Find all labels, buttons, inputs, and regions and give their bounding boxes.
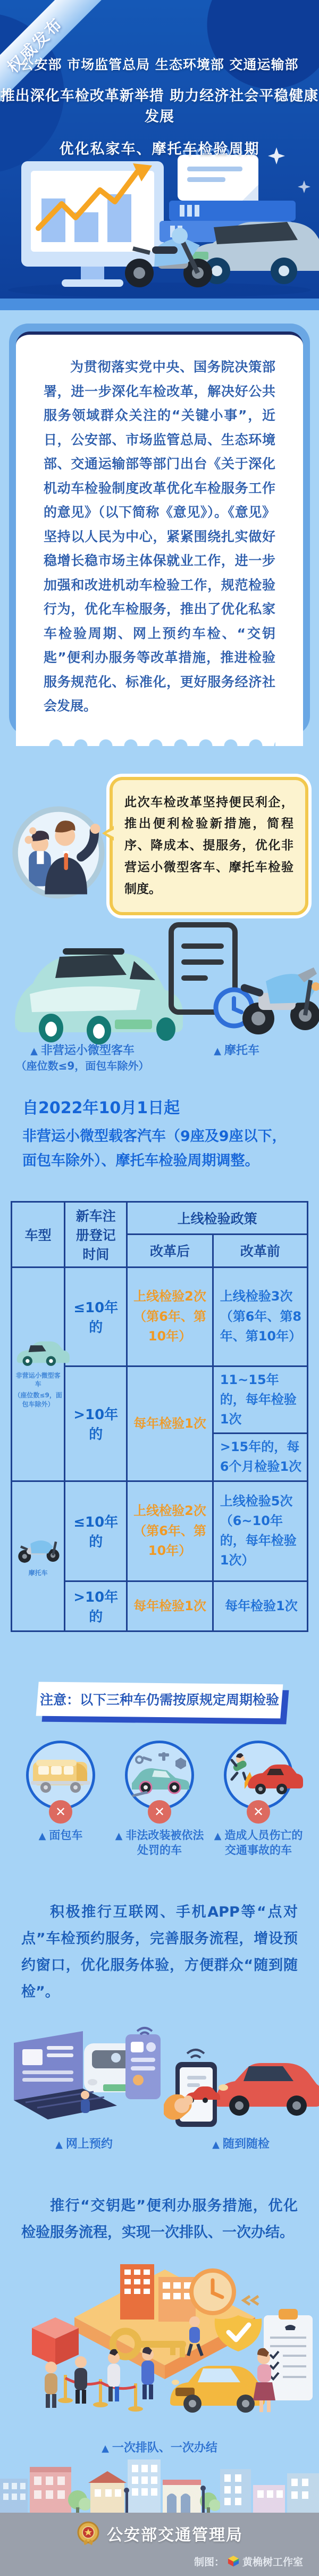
announcement-row: [11, 777, 308, 916]
credit-prefix: 制图：: [194, 2556, 224, 2568]
footer: [0, 2513, 319, 2576]
policy-before-cell: >15年的，每6个月检验1次: [213, 1434, 307, 1481]
exception-label: ▲ 面包车: [38, 1828, 83, 1842]
credit-studio-name: 黄桷树工作室: [242, 2556, 303, 2568]
exception-vehicles: [14, 1741, 305, 1858]
footer-org-line: [0, 2521, 319, 2546]
effective-date-desc: 非营运小微型载客汽车（9座及9座以下，面包车除外）、摩托车检验周期调整。: [22, 1128, 287, 1169]
modified-car-circle: [125, 1741, 194, 1810]
intro-card-panel: [16, 332, 303, 746]
footer-org-name: 公安部交通管理局: [107, 2525, 243, 2545]
hero-illustration: [0, 139, 319, 299]
triangle-marker-icon: ▲: [214, 1830, 222, 1842]
header-subtitle: 优化私家车、摩托车检验周期: [59, 141, 260, 158]
car-type-cell: [12, 1267, 65, 1481]
hero-section: [0, 0, 319, 310]
triangle-marker-icon: ▲: [115, 1830, 123, 1842]
policy-after-cell: 每年检验1次: [127, 1581, 213, 1631]
reg-age-cell: ≤10年的: [65, 1267, 127, 1366]
key-service-paragraph: 推行“交钥匙”便利办服务措施，优化检验服务流程，实现一次排队、一次办结。: [21, 2198, 298, 2241]
online-booking-label: ▲ 网上预约: [55, 2138, 113, 2151]
col-header-before: 改革前: [213, 1235, 307, 1268]
policy-before-cell: 上线检验3次（第6年、第8年、第10年）: [213, 1267, 307, 1366]
service-illustrations: [4, 2025, 315, 2151]
header-ministries: 公安部 市场监管总局 生态环境部 交通运输部: [20, 57, 299, 72]
speech-bubble-text: 此次车检改革坚持便民利企，推出便利检验新措施，简程序、降成本、提服务，优化非营运小微型客车、摩托车检验制度。: [124, 795, 293, 897]
appointment-paragraph: 积极推行互联网、手机APP等“点对点”车检预约服务，完善服务流程，增设预约窗口，优化服务体验，方便群众“随到随检”。: [21, 1904, 298, 2001]
table-row: [12, 1267, 308, 1366]
intro-card: [16, 332, 303, 746]
ribbon-label: 权威发布: [4, 14, 67, 77]
main-content: [0, 310, 319, 2513]
reg-age-cell: >10年的: [65, 1366, 127, 1481]
instant-check-illustration: [164, 2025, 318, 2128]
exception-item-accident: [212, 1741, 305, 1858]
one-queue-illustration-wrap: [0, 2264, 319, 2455]
policy-after-cell: 每年检验1次: [127, 1366, 213, 1481]
instant-check-label: ▲ 随到随检: [212, 2138, 270, 2151]
header-headline: 推出深化车检改革新举措 助力经济社会平稳健康发展: [0, 88, 319, 125]
table-car-caption-note: （座位数≤9，面包车除外）: [14, 1391, 62, 1408]
vehicle-types-section: [0, 918, 319, 1073]
policy-before-cell: 上线检验5次（6~10年的，每年检验1次）: [213, 1481, 307, 1581]
accident-icon: [228, 1752, 289, 1799]
policy-after-cell: 上线检验2次（第6年、第10年）: [127, 1267, 213, 1366]
motorcycle-icon: [14, 1535, 63, 1564]
online-booking-illustration: [4, 2025, 164, 2128]
col-header-policy: 上线检验政策: [127, 1202, 308, 1235]
police-badge-icon: [76, 2521, 100, 2546]
triangle-marker-icon: ▲: [212, 2139, 220, 2151]
policy-before-cell: 每年检验1次: [213, 1581, 307, 1631]
table-car-caption: 非营运小微型客车: [15, 1371, 61, 1388]
notice-banner: [37, 1683, 282, 1717]
reg-age-cell: ≤10年的: [65, 1481, 127, 1581]
car-caption: [5, 1043, 160, 1073]
exception-label: ▲ 非法改装被依法处罚的车: [115, 1828, 204, 1857]
one-queue-illustration: [0, 2264, 319, 2429]
accident-circle: [224, 1741, 293, 1810]
modified-car-icon: [129, 1752, 190, 1798]
col-header-registration: 新车注册登记时间: [65, 1202, 127, 1267]
policy-after-cell: 上线检验2次（第6年、第10年）: [127, 1481, 213, 1581]
inspection-policy-table: [11, 1201, 308, 1632]
ticket-scallop-edge: [44, 732, 275, 746]
triangle-marker-icon: ▲: [102, 2442, 109, 2454]
motorcycle-caption: [160, 1043, 314, 1073]
car-side-icon: [14, 1339, 63, 1367]
speech-bubble: [110, 777, 308, 916]
city-skyline: [0, 2455, 319, 2513]
van-icon: [31, 1753, 90, 1797]
exception-item-van: [14, 1741, 107, 1858]
policy-before-cell: 11~15年的，每年检验1次: [213, 1366, 307, 1434]
table-motorcycle-caption: 摩托车: [28, 1569, 48, 1577]
col-header-after: 改革后: [127, 1235, 213, 1268]
motorcycle-type-cell: [12, 1481, 65, 1631]
table-row: [12, 1481, 308, 1581]
exception-label: ▲ 造成人员伤亡的交通事故的车: [214, 1828, 303, 1857]
triangle-marker-icon: ▲: [38, 1830, 46, 1842]
officials-illustration: [11, 805, 106, 900]
officials-portrait: [11, 805, 106, 902]
studio-logo-icon: [228, 2555, 239, 2567]
x-badge-icon: ✕: [247, 1800, 270, 1824]
car-caption-label: 非营运小微型客车: [40, 1044, 135, 1058]
col-header-vehicle: 车型: [12, 1202, 65, 1267]
effective-date-heading: 自2022年10月1日起: [22, 1098, 180, 1117]
triangle-marker-icon: ▲: [55, 2139, 63, 2151]
car-caption-note: （座位数≤9，面包车除外）: [15, 1059, 149, 1072]
one-queue-label: ▲ 一次排队、一次办结: [102, 2441, 217, 2455]
triangle-marker-icon: ▲: [30, 1046, 38, 1057]
hero-bottom-strip: [0, 299, 319, 310]
notice-banner-text: 注意：以下三种车仍需按原规定周期检验: [39, 1692, 279, 1708]
exception-item-modified: [113, 1741, 206, 1858]
vehicle-types-illustration: [0, 918, 319, 1040]
intro-paragraph: 为贯彻落实党中央、国务院决策部署，进一步深化车检改革，解决好公共服务领域群众关注的“关键小事”，近日，公安部、市场监管总局、生态环境部、交通运输部等部门出台《关于深化机动车检验制度改革优化车检服务工作的意见》（以下简称《意见》）。《意见》坚持以人民为中心，紧紧围绕扎实做好稳增长稳市场主体保就业工作，进一步加强和改进机动车检验工作，规范检验行为，优化车检服务，推出了优化私家车检验周期、网上预约车检、“交钥匙”便利办服务等改革措施，推进检验服务规范化、标准化，更好服务经济社会发展。: [44, 359, 275, 714]
instant-check-figure: [164, 2025, 318, 2151]
effective-date-block: [22, 1095, 297, 1173]
online-booking-figure: [4, 2025, 164, 2151]
triangle-marker-icon: ▲: [214, 1046, 221, 1057]
header-titles: [0, 0, 319, 158]
reg-age-cell: >10年的: [65, 1581, 127, 1631]
footer-credit: [194, 2554, 303, 2569]
van-circle: [26, 1741, 95, 1810]
motorcycle-caption-label: 摩托车: [224, 1044, 259, 1058]
vehicle-captions: [5, 1043, 314, 1073]
x-badge-icon: ✕: [148, 1800, 171, 1824]
x-badge-icon: ✕: [49, 1800, 72, 1824]
